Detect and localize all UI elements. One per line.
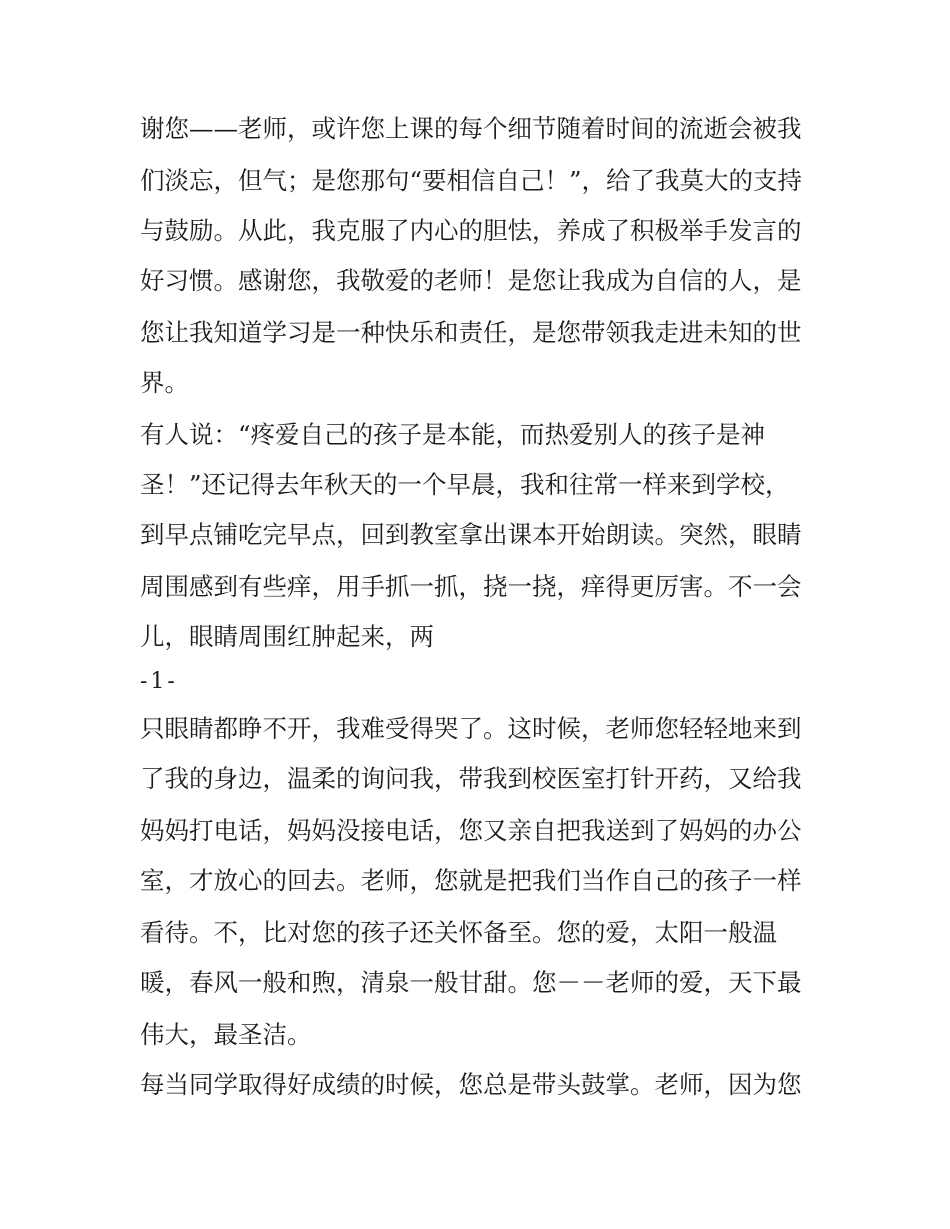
text-line: 伟大，最圣洁。 (140, 1020, 312, 1049)
text-line: 好习惯。感谢您，我敬爱的老师！是您让我成为自信的人，是 (140, 266, 802, 295)
text-line: 圣！”还记得去年秋天的一个早晨，我和往常一样来到学校， (140, 470, 790, 499)
text-line: 您让我知道学习是一种快乐和责任，是您带领我走进未知的世 (140, 318, 802, 347)
text-line: 界。 (140, 368, 189, 397)
page-number: -1- (140, 669, 178, 694)
text-line: 有人说：“疼爱自己的孩子是本能，而热爱别人的孩子是神 (140, 420, 766, 449)
text-line: 到早点铺吃完早点，回到教室拿出课本开始朗读。突然，眼睛 (140, 520, 802, 549)
text-line: 每当同学取得好成绩的时候，您总是带头鼓掌。老师，因为您 (140, 1070, 802, 1099)
text-line: 室，才放心的回去。老师，您就是把我们当作自己的孩子一样 (140, 866, 802, 895)
text-line: 与鼓励。从此，我克服了内心的胆怯，养成了积极举手发言的 (140, 216, 802, 245)
text-line: 周围感到有些痒，用手抓一抓，挠一挠，痒得更厉害。不一会 (140, 572, 802, 601)
text-line: 看待。不，比对您的孩子还关怀备至。您的爱，太阳一般温 (140, 918, 777, 947)
text-line: 只眼睛都睁不开，我难受得哭了。这时候，老师您轻轻地来到 (140, 714, 802, 743)
text-line: 暖，春风一般和煦，清泉一般甘甜。您－－老师的爱，天下最 (140, 968, 802, 997)
text-line: 谢您——老师，或许您上课的每个细节随着时间的流逝会被我 (140, 114, 802, 143)
text-line: 妈妈打电话，妈妈没接电话，您又亲自把我送到了妈妈的办公 (140, 816, 802, 845)
text-line: 儿，眼睛周围红肿起来，两 (140, 622, 434, 651)
text-line: 了我的身边，温柔的询问我，带我到校医室打针开药，又给我 (140, 764, 802, 793)
text-line: 们淡忘，但气；是您那句“要相信自己！”，给了我莫大的支持 (140, 166, 803, 195)
